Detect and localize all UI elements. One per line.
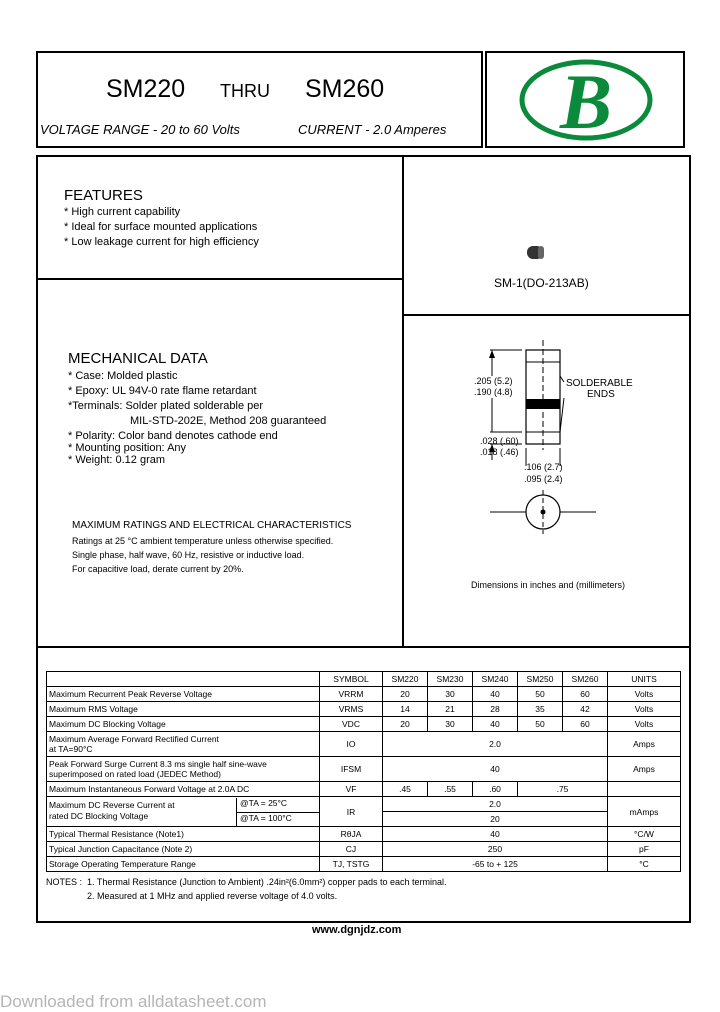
mechanical-item: * Case: Molded plastic (68, 370, 178, 382)
mechanical-item: * Epoxy: UL 94V-0 rate flame retardant (68, 385, 257, 397)
table-divider (36, 646, 691, 648)
param-line: at TA=90°C (49, 744, 93, 754)
table-header-row (47, 672, 681, 687)
ratings-line: Single phase, half wave, 60 Hz, resistive or inductive load. (72, 550, 305, 560)
symbol-cell: VDC (320, 717, 383, 732)
unit-cell: Amps (608, 757, 681, 782)
param-cell: Storage Operating Temperature Range (47, 857, 320, 872)
symbol-cell: TJ, TSTG (320, 857, 383, 872)
dim-band-max: .028 (.60) (480, 436, 519, 446)
table-header-cell: SM240 (473, 672, 518, 687)
thru-label: THRU (220, 81, 270, 101)
param-line: Maximum Average Forward Rectified Current (49, 734, 219, 744)
value-cell: 50 (518, 687, 563, 702)
feature-item: * High current capability (64, 206, 181, 218)
symbol-cell: RθJA (320, 827, 383, 842)
value-cell: .75 (518, 782, 608, 797)
brand-logo (518, 58, 654, 142)
dim-dia-max: .106 (2.7) (524, 462, 563, 472)
mechanical-item: * Weight: 0.12 gram (68, 454, 166, 466)
symbol-cell: IO (320, 732, 383, 757)
table-row (47, 702, 681, 717)
note-1: 1. Thermal Resistance (Junction to Ambient) .24in²(6.0mm²) copper pads to each terminal. (87, 877, 447, 887)
value-cell: 20 (383, 687, 428, 702)
symbol-cell: CJ (320, 842, 383, 857)
unit-cell: °C/W (608, 827, 681, 842)
symbol-cell: IR (320, 797, 383, 827)
table-header-cell: SM250 (518, 672, 563, 687)
table-row (47, 797, 681, 812)
table-header-cell: SYMBOL (320, 672, 383, 687)
value-cell: 30 (428, 717, 473, 732)
features-title: FEATURES (64, 187, 143, 204)
param-header (47, 672, 320, 687)
condition-cells (237, 798, 319, 826)
value-cell: 250 (383, 842, 608, 857)
table-header-cell: UNITS (608, 672, 681, 687)
feature-item: * Low leakage current for high efficiency (64, 236, 259, 248)
param-text (47, 798, 237, 826)
value-cell: 50 (518, 717, 563, 732)
symbol-cell: VRRM (320, 687, 383, 702)
voltage-range: VOLTAGE RANGE - 20 to 60 Volts (40, 122, 240, 137)
value-cell: 21 (428, 702, 473, 717)
symbol-cell: VRMS (320, 702, 383, 717)
part-end: SM260 (305, 75, 385, 103)
unit-cell: pF (608, 842, 681, 857)
unit-cell: Volts (608, 717, 681, 732)
part-start: SM220 (106, 75, 186, 103)
param-line: rated DC Blocking Voltage (49, 810, 149, 821)
unit-cell: Volts (608, 687, 681, 702)
symbol-cell: VF (320, 782, 383, 797)
table-header-cell: SM260 (563, 672, 608, 687)
value-cell: 2.0 (383, 797, 608, 812)
unit-cell (608, 782, 681, 797)
package-divider (402, 314, 691, 316)
features-divider (36, 278, 404, 280)
notes-label: NOTES : (46, 877, 83, 887)
dim-band-min: .018 (.46) (480, 447, 519, 457)
table-row (47, 687, 681, 702)
unit-cell: °C (608, 857, 681, 872)
value-cell: 30 (428, 687, 473, 702)
value-cell: 60 (563, 687, 608, 702)
value-cell: .55 (428, 782, 473, 797)
mechanical-item: *Terminals: Solder plated solderable per (68, 400, 264, 412)
value-cell: 20 (383, 717, 428, 732)
table-row (47, 782, 681, 797)
ratings-table (46, 671, 681, 872)
dim-length-max: .205 (5.2) (474, 376, 513, 386)
value-cell: 2.0 (383, 732, 608, 757)
value-cell: 40 (473, 717, 518, 732)
value-cell: 42 (563, 702, 608, 717)
table-header-cell: SM230 (428, 672, 473, 687)
value-cell: -65 to + 125 (383, 857, 608, 872)
dim-length-min: .190 (4.8) (474, 387, 513, 397)
condition-cell: @TA = 100°C (240, 812, 292, 823)
value-cell: .60 (473, 782, 518, 797)
table-row (47, 732, 681, 757)
param-cell: Maximum Instantaneous Forward Voltage at 2.0A DC (47, 782, 320, 797)
param-cell: Maximum DC Blocking Voltage (47, 717, 320, 732)
table-row (47, 717, 681, 732)
feature-item: * Ideal for surface mounted applications (64, 221, 258, 233)
package-icon (526, 243, 546, 263)
param-cell: Typical Junction Capacitance (Note 2) (47, 842, 320, 857)
ratings-line: For capacitive load, derate current by 20%. (72, 564, 244, 574)
value-cell: 28 (473, 702, 518, 717)
note-2: 2. Measured at 1 MHz and applied reverse voltage of 4.0 volts. (87, 891, 338, 901)
watermark: Downloaded from alldatasheet.com (0, 992, 267, 1011)
value-cell: 40 (383, 827, 608, 842)
current-rating: CURRENT - 2.0 Amperes (298, 122, 447, 137)
mechanical-title: MECHANICAL DATA (68, 350, 208, 367)
param-cell: Typical Thermal Resistance (Note1) (47, 827, 320, 842)
value-cell: 40 (473, 687, 518, 702)
param-cell (47, 732, 320, 757)
mechanical-item: * Mounting position: Any (68, 442, 187, 454)
value-cell: 14 (383, 702, 428, 717)
param-line: Maximum DC Reverse Current at (49, 799, 175, 810)
value-cell: 40 (383, 757, 608, 782)
website-link[interactable]: www.dgnjdz.com (312, 924, 402, 936)
unit-cell: mAmps (608, 797, 681, 827)
mechanical-item: * Polarity: Color band denotes cathode end (68, 430, 278, 442)
param-cell (47, 797, 320, 827)
units-note: Dimensions in inches and (millimeters) (471, 580, 626, 590)
param-line: superimposed on rated load (JEDEC Method) (49, 769, 221, 779)
param-line: Peak Forward Surge Current 8.3 ms single half sine-wave (49, 759, 267, 769)
mechanical-item: MIL-STD-202E, Method 208 guaranteed (130, 415, 327, 427)
param-cell: Maximum Recurrent Peak Reverse Voltage (47, 687, 320, 702)
condition-cell: @TA = 25°C (237, 798, 319, 813)
table-row (47, 827, 681, 842)
table-header-cell: SM220 (383, 672, 428, 687)
vertical-divider (402, 155, 404, 648)
symbol-cell: IFSM (320, 757, 383, 782)
param-cell: Maximum RMS Voltage (47, 702, 320, 717)
solderable-label: SOLDERABLE (566, 378, 633, 389)
value-cell: .45 (383, 782, 428, 797)
ratings-title: MAXIMUM RATINGS AND ELECTRICAL CHARACTERISTICS (72, 520, 352, 531)
table-row (47, 842, 681, 857)
dim-dia-min: .095 (2.4) (524, 474, 563, 484)
logo-letter: B (559, 58, 613, 142)
ends-label: ENDS (587, 389, 615, 400)
table-row (47, 757, 681, 782)
value-cell: 35 (518, 702, 563, 717)
param-cell (47, 757, 320, 782)
ratings-line: Ratings at 25 °C ambient temperature unless otherwise specified. (72, 536, 334, 546)
unit-cell: Volts (608, 702, 681, 717)
package-name: SM-1(DO-213AB) (494, 276, 589, 290)
value-cell: 60 (563, 717, 608, 732)
value-cell: 20 (383, 812, 608, 827)
table-row (47, 857, 681, 872)
unit-cell: Amps (608, 732, 681, 757)
